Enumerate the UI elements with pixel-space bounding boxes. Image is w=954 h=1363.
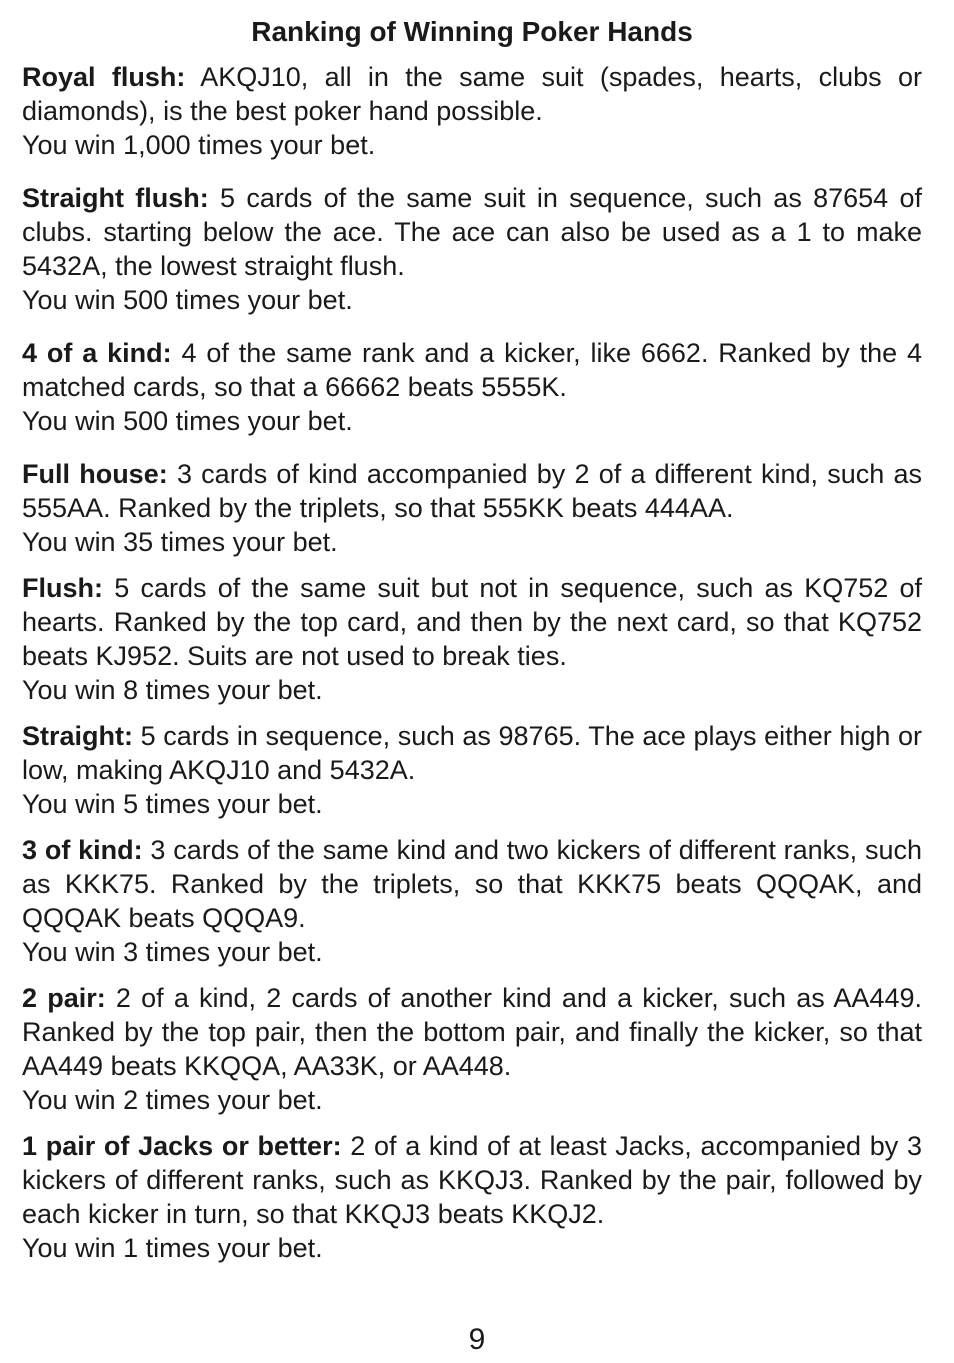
- hand-text: 2 of a kind, 2 cards of another kind and a kicker, such as AA449. Ranked by the top pair, then the bottom pair, and finally the kicker, so that AA449 beats KKQQA, AA33K, or AA448.: [22, 983, 922, 1081]
- hand-description: [22, 981, 922, 1083]
- hand-description: [22, 336, 922, 404]
- hand-term: Full house:: [22, 459, 168, 489]
- hand-description: [22, 719, 922, 787]
- hand-text: 3 cards of kind accompanied by 2 of a different kind, such as 555AA. Ranked by the triplets, so that 555KK beats 444AA.: [22, 459, 922, 523]
- hand-term: 2 pair:: [22, 983, 106, 1013]
- hand-payout: You win 3 times your bet.: [22, 937, 323, 967]
- hand-term: 3 of kind:: [22, 835, 143, 865]
- hand-description: [22, 181, 922, 283]
- hand-payout: You win 2 times your bet.: [22, 1085, 323, 1115]
- page-title: Ranking of Winning Poker Hands: [251, 16, 693, 47]
- hand-text: 3 cards of the same kind and two kickers of different ranks, such as KKK75. Ranked by the triplets, so that KKK75 beats QQQAK, and QQQAK beats QQQA9.: [22, 835, 922, 933]
- hand-description: [22, 1129, 922, 1231]
- hand-four-of-a-kind: [22, 336, 922, 438]
- hand-description: [22, 833, 922, 935]
- hand-royal-flush: [22, 60, 922, 162]
- hand-straight-flush: [22, 181, 922, 317]
- hand-payout: You win 500 times your bet.: [22, 406, 353, 436]
- hand-three-of-a-kind: [22, 833, 922, 969]
- hand-description: [22, 457, 922, 525]
- hand-flush: [22, 571, 922, 707]
- hand-straight: [22, 719, 922, 821]
- page-number: 9: [468, 1323, 486, 1356]
- hand-term: 4 of a kind:: [22, 338, 172, 368]
- hand-payout: You win 500 times your bet.: [22, 285, 353, 315]
- hand-text: 5 cards of the same suit in sequence, such as 87654 of clubs. starting below the ace. The ace can also be used as a 1 to make 5432A, the lowest straight flush.: [22, 183, 922, 281]
- hand-payout: You win 35 times your bet.: [22, 527, 338, 557]
- hand-text: AKQJ10, all in the same suit (spades, hearts, clubs or diamonds), is the best poker hand possible.: [22, 62, 922, 126]
- hand-term: 1 pair of Jacks or better:: [22, 1131, 342, 1161]
- hand-jacks-or-better: [22, 1129, 922, 1265]
- poker-hands-page: [22, 14, 922, 1265]
- hand-term: Straight flush:: [22, 183, 209, 213]
- hand-text: 2 of a kind of at least Jacks, accompanied by 3 kickers of different ranks, such as KKQJ3. Ranked by the pair, followed by each kicker in turn, so that KKQJ3 beats KKQJ2.: [22, 1131, 922, 1229]
- hand-term: Flush:: [22, 573, 103, 603]
- hand-payout: You win 1,000 times your bet.: [22, 130, 376, 160]
- hand-description: [22, 571, 922, 673]
- hand-term: Royal flush:: [22, 62, 186, 92]
- hand-text: 5 cards in sequence, such as 98765. The ace plays either high or low, making AKQJ10 and 5432A.: [22, 721, 922, 785]
- hand-text: 4 of the same rank and a kicker, like 6662. Ranked by the 4 matched cards, so that a 66662 beats 5555K.: [22, 338, 922, 402]
- hand-two-pair: [22, 981, 922, 1117]
- hand-payout: You win 1 times your bet.: [22, 1233, 323, 1263]
- hand-text: 5 cards of the same suit but not in sequence, such as KQ752 of hearts. Ranked by the top card, and then by the next card, so that KQ752 beats KJ952. Suits are not used to break ties.: [22, 573, 922, 671]
- hand-description: [22, 60, 922, 128]
- hand-term: Straight:: [22, 721, 133, 751]
- hand-payout: You win 8 times your bet.: [22, 675, 323, 705]
- hand-payout: You win 5 times your bet.: [22, 789, 323, 819]
- hand-full-house: [22, 457, 922, 559]
